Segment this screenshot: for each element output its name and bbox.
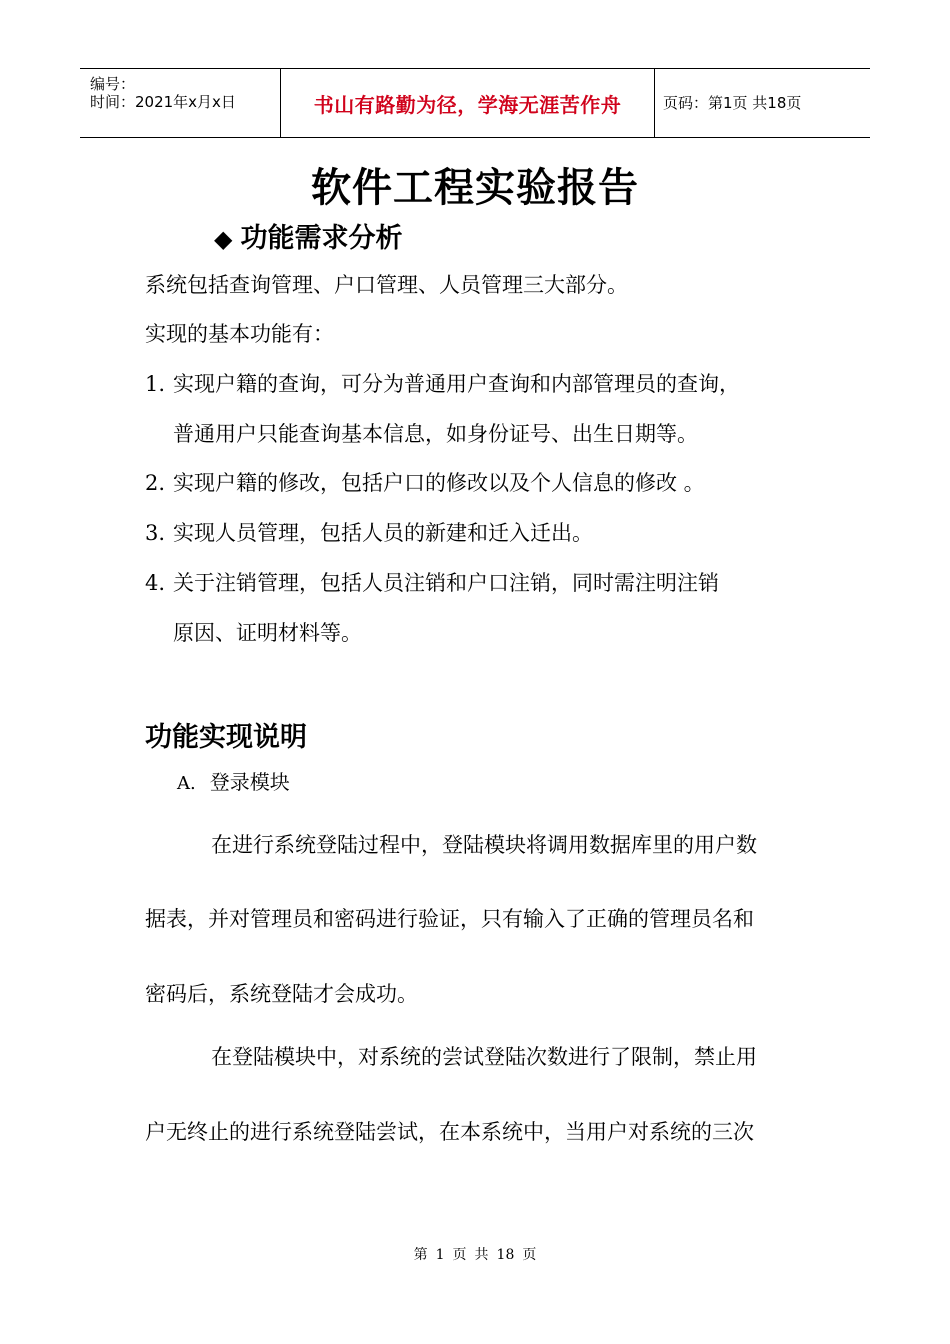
footer-page-unit: 页: [452, 1247, 467, 1263]
footer-total-number: 18: [496, 1247, 515, 1263]
subsection-heading: [177, 768, 290, 798]
list-item-text: 实现户籍的修改，包括户口的修改以及个人信息的修改 。: [173, 471, 705, 495]
body-line: 据表，并对管理员和密码进行验证，只有输入了正确的管理员名和: [145, 907, 754, 931]
subsection-label: A.: [177, 773, 196, 794]
page-title: 软件工程实验报告: [311, 165, 639, 211]
lead-paragraph: 实现的基本功能有：: [145, 322, 334, 346]
page-footer: [0, 1244, 950, 1264]
header-page-cell: [655, 69, 870, 137]
footer-total-word: 共: [474, 1247, 489, 1263]
section-heading-implementation: 功能实现说明: [145, 722, 307, 753]
page-info: 页码：第1页 共18页: [663, 94, 802, 112]
intro-paragraph: 系统包括查询管理、户口管理、人员管理三大部分。: [145, 273, 628, 297]
list-item-number: 2.: [145, 471, 166, 495]
list-item-text: 实现人员管理，包括人员的新建和迁入迁出。: [173, 521, 593, 545]
list-item-number: 1.: [145, 372, 166, 396]
body-line: 在进行系统登陆过程中，登陆模块将调用数据库里的用户数: [211, 833, 757, 857]
section-heading-requirements: [214, 216, 402, 255]
document-number-label: 编号：: [90, 75, 136, 93]
body-line: 户无终止的进行系统登陆尝试，在本系统中，当用户对系统的三次: [145, 1120, 754, 1144]
list-item-number: 4.: [145, 571, 166, 595]
body-line: 密码后，系统登陆才会成功。: [145, 982, 418, 1006]
list-item-text: 实现户籍的查询，可分为普通用户查询和内部管理员的查询，: [173, 372, 740, 396]
footer-page-word: 第: [413, 1247, 428, 1263]
document-date-label: 时间：2021年x月x日: [90, 93, 236, 111]
list-item-number: 3.: [145, 521, 166, 545]
footer-total-unit: 页: [522, 1247, 537, 1263]
section-heading-text: 功能需求分析: [240, 223, 403, 254]
footer-page-number: 1: [435, 1247, 445, 1263]
body-line: 在登陆模块中，对系统的尝试登陆次数进行了限制，禁止用: [211, 1045, 757, 1069]
header-motto-cell: [281, 69, 655, 137]
header-table: [80, 68, 870, 138]
subsection-title: 登录模块: [209, 770, 290, 794]
diamond-bullet-icon: ◆: [214, 225, 233, 253]
list-item-text: 原因、证明材料等。: [173, 621, 362, 645]
motto-text: 书山有路勤为径，学海无涯苦作舟: [313, 92, 622, 117]
header-meta-cell: [80, 69, 281, 137]
list-item-text: 普通用户只能查询基本信息，如身份证号、出生日期等。: [173, 422, 698, 446]
list-item-text: 关于注销管理，包括人员注销和户口注销，同时需注明注销: [173, 571, 719, 595]
